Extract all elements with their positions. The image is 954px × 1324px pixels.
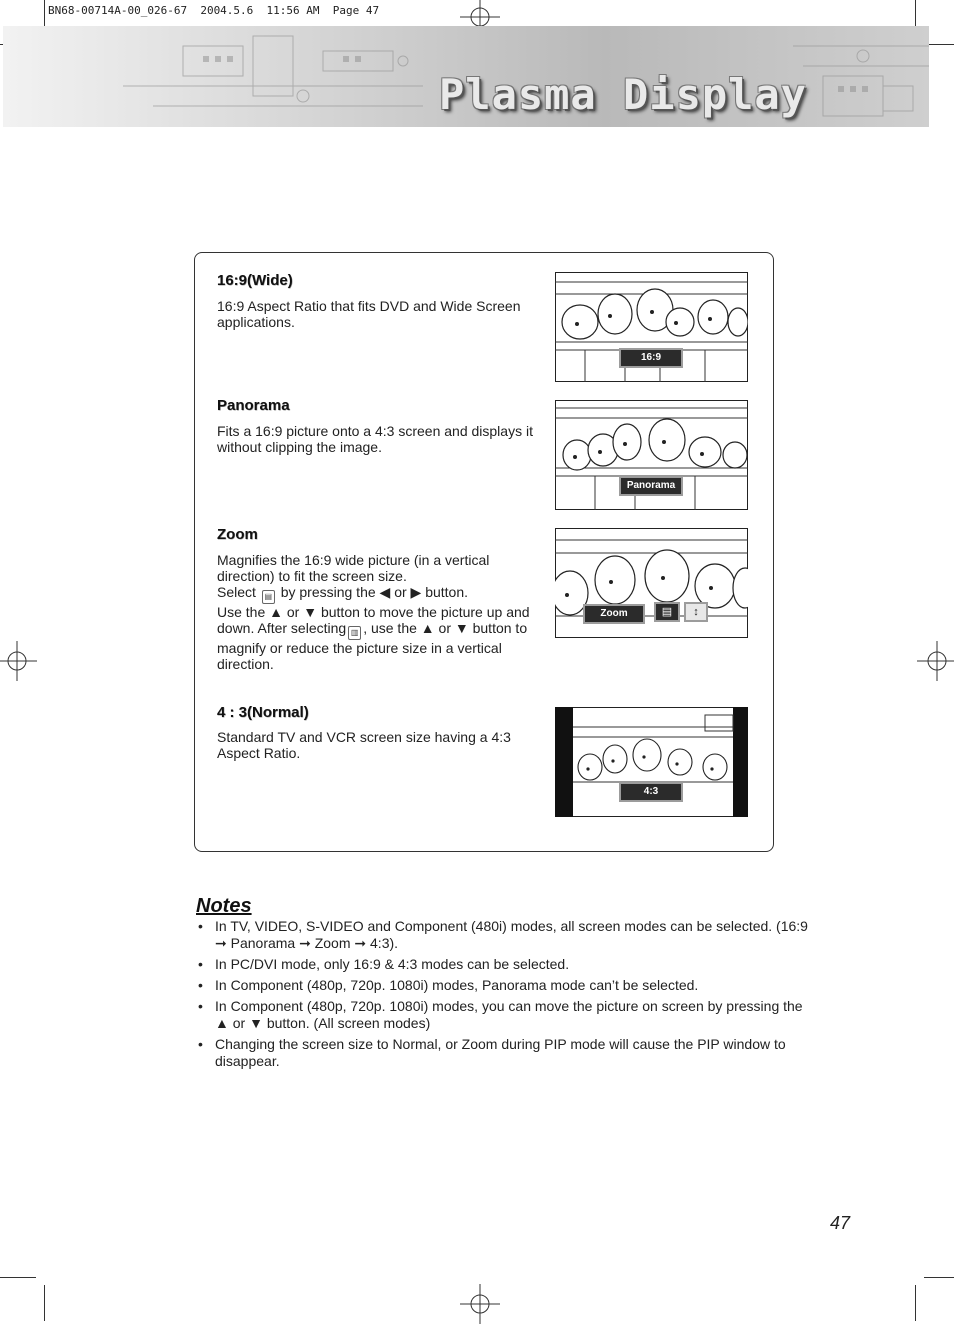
mode-title-zoom: Zoom [217, 526, 258, 543]
list-item: • Changing the screen size to Normal, or Zoom during PIP mode will cause the PIP window to disappear. [196, 1036, 816, 1070]
list-item: • In PC/DVI mode, only 16:9 & 4:3 modes can be selected. [196, 956, 816, 973]
osd-label: Panorama [621, 478, 681, 494]
zoom-desc-line1: Magnifies the 16:9 wide picture (in a vertical direction) to fit the screen size. [217, 552, 490, 584]
crop-mark [0, 1277, 36, 1278]
zoom-size-icon: ↕ [686, 604, 706, 620]
list-item: • In TV, VIDEO, S-VIDEO and Component (480i) modes, all screen modes can be selected. (16:9 ➞ Panorama ➞ Zoom ➞ 4:3). [196, 918, 816, 952]
crop-mark [924, 1277, 954, 1278]
position-icon: ▤ [262, 590, 275, 604]
puppies-image-icon [555, 707, 748, 817]
page-number: 47 [830, 1213, 851, 1233]
thumb-wide [555, 272, 748, 382]
print-slug: BN68-00714A-00_026-67 2004.5.6 11:56 AM Page 47 [48, 4, 380, 17]
mode-desc-panorama: Fits a 16:9 picture onto a 4:3 screen and displays it without clipping the image. [217, 423, 533, 455]
mode-desc-wide: 16:9 Aspect Ratio that fits DVD and Wide Screen applications. [217, 298, 521, 330]
notes-list [196, 918, 816, 1074]
notes-title: Notes [196, 895, 252, 917]
registration-mark-icon [460, 1284, 500, 1324]
mode-desc-normal: Standard TV and VCR screen size having a 4:3 Aspect Ratio. [217, 729, 511, 761]
size-icon: ▥ [348, 626, 361, 640]
puppies-image-icon [555, 528, 748, 638]
crop-mark [915, 1285, 916, 1321]
mode-title-normal: 4 : 3(Normal) [217, 704, 309, 721]
crop-mark [44, 1285, 45, 1321]
thumb-zoom [555, 528, 748, 638]
mode-title-panorama: Panorama [217, 397, 290, 414]
osd-label: 4:3 [621, 784, 681, 800]
registration-mark-icon [0, 641, 37, 681]
zoom-desc-move: Use the ▲ or ▼ button to move the picture up and down. After selecting [217, 604, 530, 636]
zoom-desc-select: Select [217, 584, 256, 600]
zoom-position-icon: ▤ [656, 604, 678, 620]
page-title: Plasma Display [439, 70, 808, 119]
osd-label: 16:9 [621, 350, 681, 366]
list-item: • In Component (480p, 720p. 1080i) modes, Panorama mode can’t be selected. [196, 977, 816, 994]
thumb-panorama [555, 400, 748, 510]
header-banner [3, 26, 929, 127]
thumb-normal [555, 707, 748, 817]
osd-label: Zoom [585, 606, 643, 622]
list-item: • In Component (480p, 720p. 1080i) modes, you can move the picture on screen by pressing the ▲ or ▼ button. (All screen modes) [196, 998, 816, 1032]
mode-title-wide: 16:9(Wide) [217, 272, 293, 289]
zoom-desc-press: by pressing the ◀ or ▶ button. [280, 584, 469, 600]
zoom-desc-magnify: , use the ▲ or ▼ button to magnify or reduce the picture size in a vertical direction. [217, 620, 528, 672]
mode-desc-zoom [217, 552, 542, 672]
registration-mark-icon [917, 641, 954, 681]
